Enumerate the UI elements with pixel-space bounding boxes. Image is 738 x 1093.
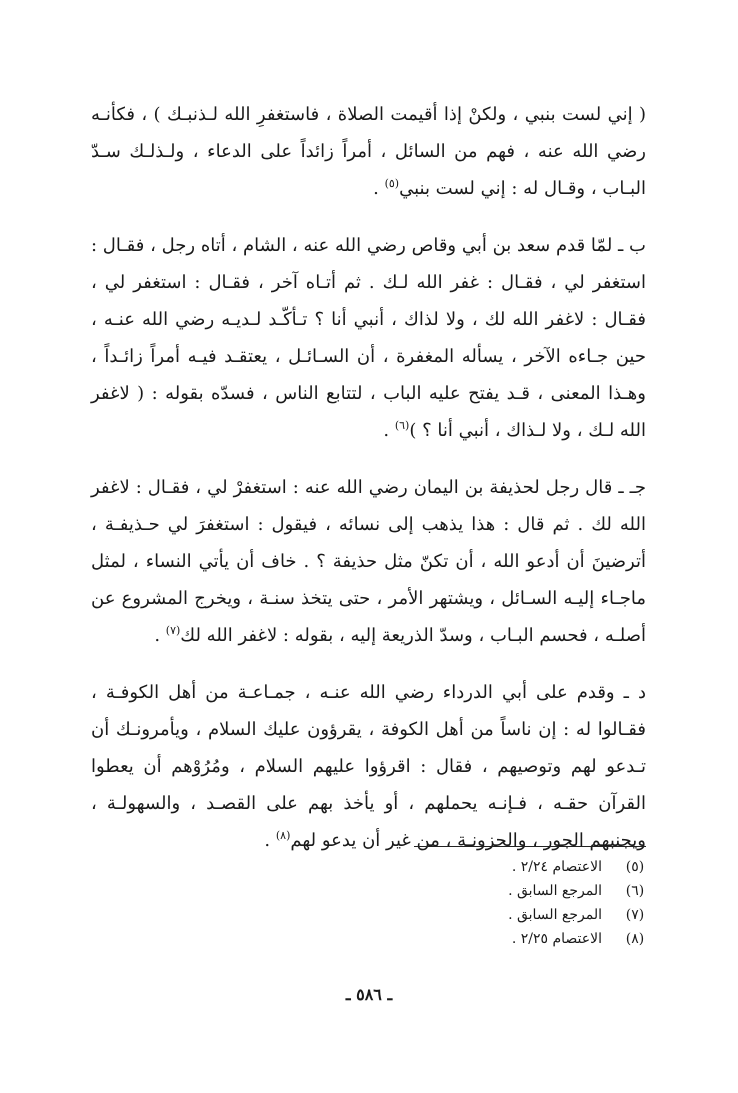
paragraph-intro (91, 96, 646, 207)
footnote-item (246, 855, 646, 879)
paragraph-text: ( إني لست بنبي ، ولكنْ إذا أقيمت الصلاة ، فاستغفرِ الله لـذنبـك ) ، فكأنـه رضي الله عنه ، فهم من السائل ، أمراً زائداً على الدعاء ، ولـذلـك سـدّ البـاب ، وقـال له : إني لست بنبي (91, 104, 646, 199)
footnote-text: المرجع السابق . (508, 883, 602, 899)
paragraph-text: د ـ وقدم على أبي الدرداء رضي الله عنـه ، جمـاعـة من أهل الكوفـة ، فقـالوا له : إن ناساً من أهل الكوفة ، يقرؤون عليك السلام ، ويأمرونـك أن تـدعو لهم وتوصيهم ، فقال : اقرؤوا عليهم السلام ، ومُرُوْهم أن يعطوا القرآن حقـه ، فـإنـه يحملهم ، أو يأخذ بهم على القصـد ، والسهولـة ، ويجنبهم الجور ، والحزونـة ، من غير أن يدعو لهم (91, 682, 646, 851)
footnotes (246, 855, 646, 951)
paragraph-end: . (154, 625, 166, 646)
paragraph-text: ب ـ لمّا قدم سعد بن أبي وقاص رضي الله عنه ، الشام ، أتاه رجل ، فقـال : استغفر لي ، فقـال : غفر الله لـك . ثم أتـاه آخر ، فقـال : استغفر لي ، فقـال : لاغفر الله لك ، ولا لذاك ، أنبي أنا ؟ تـأكّـد لـديـه رضي الله عنـه ، حين جـاءه الآخر ، يسأله المغفرة ، أن السـائـل ، يعتقـد فيـه أمراً زائـداً ، وهـذا المعنى ، قـد يفتح عليه الباب ، لتتابع الناس ، فسدّه بقوله : ( لاغفر الله لـك ، ولا لـذاك ، أنبي أنا ؟ ) (91, 235, 646, 441)
page-number: ـ ٥٨٦ ـ (345, 985, 393, 1004)
footnote-ref: (٨) (275, 829, 291, 842)
footnote-text: المرجع السابق . (508, 907, 602, 923)
footnote-item (246, 903, 646, 927)
footnote-ref: (٥) (384, 177, 400, 190)
footnote-text: الاعتصام ٢/٢٤ . (511, 859, 602, 875)
footnote-number: (٨) (625, 931, 645, 947)
footnote-ref: (٧) (165, 624, 181, 637)
paragraph-end: . (264, 830, 276, 851)
paragraph-end: . (373, 178, 385, 199)
main-text (91, 96, 646, 879)
paragraph-end: . (383, 420, 395, 441)
paragraph-b (91, 227, 646, 449)
paragraph-text: جـ ـ قال رجل لحذيفة بن اليمان رضي الله عنه : استغفرْ لي ، فقـال : لاغفر الله لك . ثم قال : هذا يذهب إلى نسائه ، فيقول : استغفرَ لي حـذيفـة ، أترضينَ أن أدعو الله ، أن تكنّ مثل حذيفة ؟ . خاف أن يأتي النساء ، لمثل ماجـاء إليـه السـائل ، ويشتهر الأمر ، حتى يتخذ سنـة ، ويخرج المشروع عن أصلـه ، فحسم البـاب ، وسدّ الذريعة إليه ، بقوله : لاغفر الله لك (91, 477, 646, 646)
footnote-number: (٦) (625, 883, 645, 899)
footnote-item (246, 879, 646, 903)
footnote-ref: (٦) (394, 419, 410, 432)
footnote-text: الاعتصام ٢/٢٥ . (511, 931, 602, 947)
footnote-number: (٧) (625, 907, 645, 923)
paragraph-d (91, 674, 646, 859)
footnote-divider (414, 846, 646, 847)
footnote-number: (٥) (625, 859, 645, 875)
footnote-item (246, 927, 646, 951)
paragraph-j (91, 469, 646, 654)
